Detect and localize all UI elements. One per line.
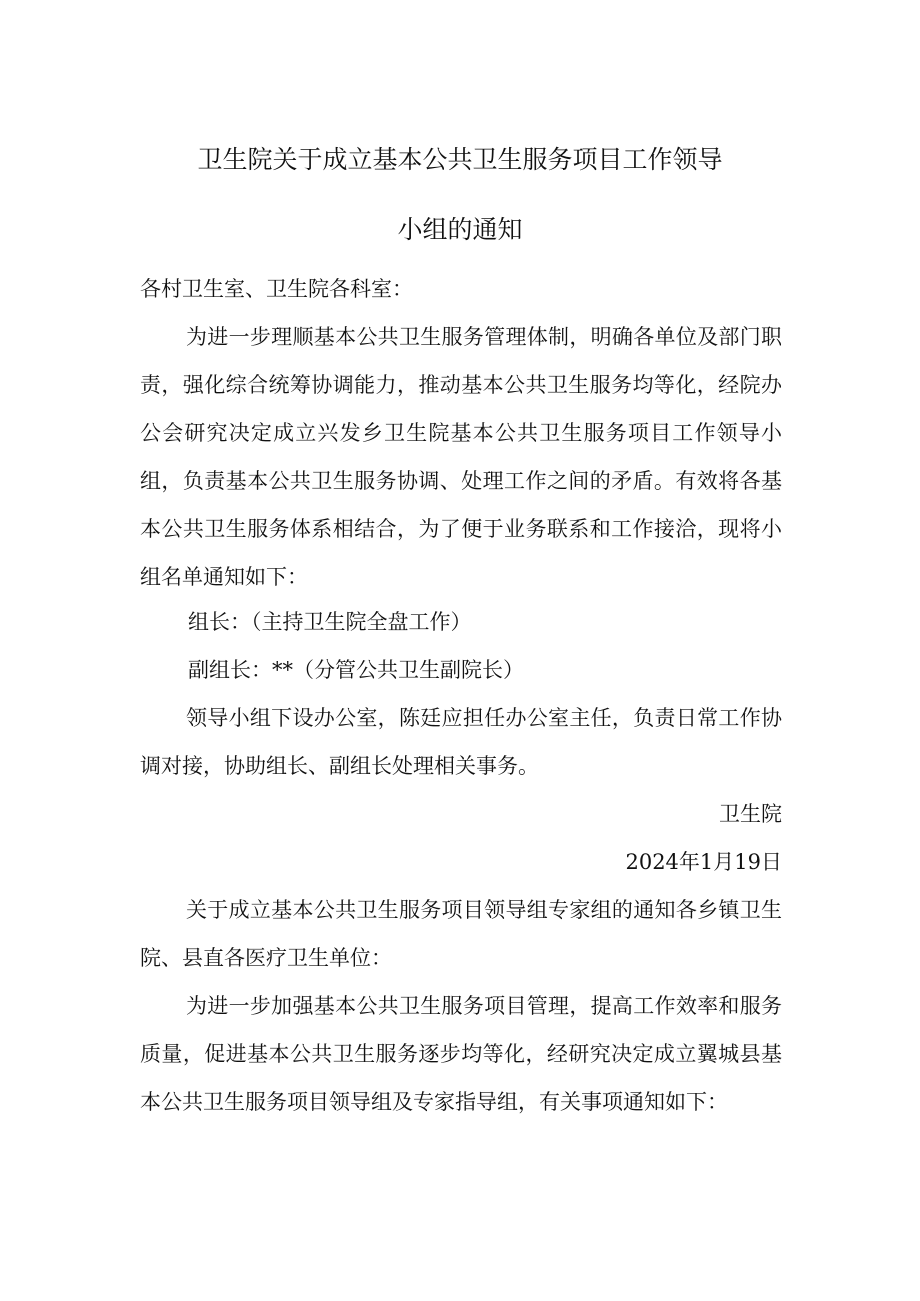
leader-line: 组长：（主持卫生院全盘工作） (188, 610, 472, 634)
salutation: 各村卫生室、卫生院各科室： (140, 277, 413, 301)
paragraph-1: 为进一步理顺基本公共卫生服务管理体制，明确各单位及部门职责，强化综合统筹协调能力，推动基本公共卫生服务均等化，经院办公会研究决定成立兴发乡卫生院基本公共卫生服务项目工作领导小组，负责基本公共卫生服务协调、处理工作之间的矛盾。有效将各基本公共卫生服务体系相结合，为了便于业务联系和工作接洽，现将小组名单通知如下： (140, 325, 782, 589)
signature-date: 2024年1月19日 (625, 850, 782, 874)
paragraph-2: 领导小组下设办公室，陈廷应担任办公室主任，负责日常工作协调对接，协助组长、副组长处理相关事务。 (140, 706, 782, 778)
paragraph-4: 为进一步加强基本公共卫生服务项目管理，提高工作效率和服务质量，促进基本公共卫生服务逐步均等化，经研究决定成立翼城县基本公共卫生服务项目领导组及专家指导组，有关事项通知如下： (140, 994, 782, 1114)
deputy-leader-line: 副组长：**（分管公共卫生副院长） (188, 658, 524, 682)
document-title-line-1: 卫生院关于成立基本公共卫生服务项目工作领导 (197, 145, 723, 174)
document-title-line-2: 小组的通知 (397, 215, 523, 244)
paragraph-3: 关于成立基本公共卫生服务项目领导组专家组的通知各乡镇卫生院、县直各医疗卫生单位： (140, 898, 782, 970)
signature-organization: 卫生院 (719, 802, 782, 826)
